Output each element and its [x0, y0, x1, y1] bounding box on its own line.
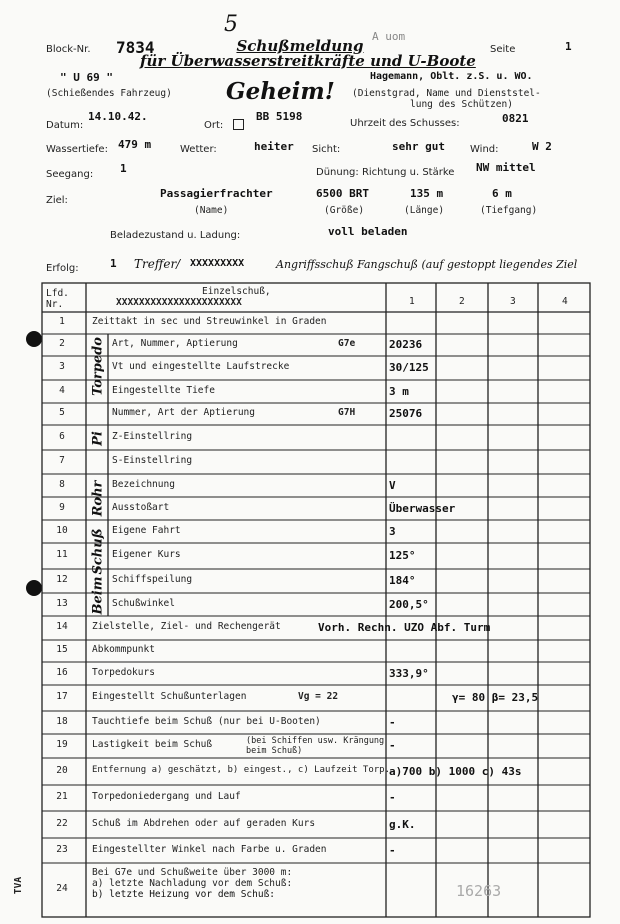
ort-label: Ort:: [204, 120, 224, 131]
row-value-col1: 3 m: [389, 384, 409, 398]
row-label: Eingestellte Tiefe: [112, 384, 215, 396]
row-number: 15: [56, 644, 68, 655]
row-label: Schiffspeilung: [112, 574, 193, 585]
row-number: 4: [59, 384, 65, 396]
row-label: Art, Nummer, Aptierung: [112, 338, 238, 349]
ziel-groesse: 6500 BRT: [316, 187, 369, 200]
row-label: Entfernung a) geschätzt, b) eingest., c) Laufzeit Torp.: [92, 764, 391, 775]
row-number: 6: [59, 430, 65, 442]
row-number: 19: [56, 739, 68, 750]
erfolg-count: 1: [110, 257, 117, 270]
row-label: Eigener Kurs: [112, 549, 181, 560]
datum-value: 14.10.42.: [88, 110, 148, 123]
row-number: 1: [59, 316, 65, 327]
row-number: 23: [56, 843, 68, 855]
row-number: 8: [59, 478, 65, 490]
row-value-col1: -: [389, 715, 396, 729]
uhrzeit-label: Uhrzeit des Schusses:: [350, 118, 460, 129]
col-head-1: 1: [409, 296, 415, 307]
row-number: 7: [59, 455, 65, 466]
block-value: 7834: [116, 38, 155, 57]
wetter-label: Wetter:: [180, 144, 217, 155]
col-head-2: 2: [459, 296, 465, 307]
row-label: Vt und eingestellte Laufstrecke: [112, 361, 290, 372]
row-value-col1: Überwasser: [389, 501, 456, 515]
row-value-col1: 3: [389, 524, 396, 538]
seegang-value: 1: [120, 162, 127, 175]
row-label: Ausstoßart: [112, 501, 170, 513]
seegang-label: Seegang:: [46, 169, 94, 180]
beladen-value: voll beladen: [328, 225, 408, 238]
seite-value: 1: [565, 40, 572, 53]
shooter-value: Hagemann, Oblt. z.S. u. WO.: [370, 71, 533, 82]
row-label: Z-Einstellring: [112, 430, 193, 442]
wassertiefe-label: Wassertiefe:: [46, 144, 108, 155]
group-pi: Pi: [90, 431, 106, 446]
row-extra: a) letzte Nachladung vor dem Schuß:: [92, 878, 293, 889]
row-label: Eigene Fahrt: [112, 524, 181, 536]
sicht-value: sehr gut: [392, 140, 445, 153]
row-value-col1: -: [389, 739, 396, 752]
row-number: 24: [56, 883, 68, 894]
row-extra: Vg = 22: [298, 691, 339, 702]
row-label: Torpedoniedergang und Lauf: [92, 791, 241, 802]
head-einzel-struck: XXXXXXXXXXXXXXXXXXXXXX: [116, 297, 242, 308]
ziel-groesse-caption: (Größe): [324, 205, 365, 216]
row-number: 20: [56, 764, 68, 776]
row-label: Zielstelle, Ziel- und Rechengerät: [92, 621, 281, 632]
sicht-label: Sicht:: [312, 144, 341, 155]
row-value-col1: 125°: [389, 549, 416, 562]
group-torpedo: Torpedo: [90, 337, 106, 396]
top-stamp: A uom: [372, 30, 406, 43]
shooter-caption-1: (Dienstgrad, Name und Dienststel-: [352, 88, 541, 99]
side-code: TVA: [13, 876, 25, 895]
col-head-4: 4: [562, 296, 568, 307]
col-head-3: 3: [510, 296, 516, 307]
erfolg-label: Erfolg:: [46, 263, 79, 274]
row-label: S-Einstellring: [112, 455, 193, 466]
row-value-col1: 333,9°: [389, 666, 429, 680]
row-number: 9: [59, 501, 65, 513]
row-label: Lastigkeit beim Schuß: [92, 739, 213, 750]
shooter-caption-2: lung des Schützen): [410, 99, 513, 110]
row-extra: (bei Schiffen usw. Krängung beim Schuß): [246, 736, 385, 756]
ziel-name-caption: (Name): [194, 205, 229, 216]
wind-label: Wind:: [470, 144, 499, 155]
row-number: 10: [56, 524, 68, 536]
row-number: 16: [56, 666, 68, 678]
erfolg-treffer: Treffer/: [134, 257, 181, 271]
row-value-col1: 20236: [389, 338, 423, 351]
row-label: Zeittakt in sec und Streuwinkel in Graden: [92, 316, 327, 327]
row-number: 11: [56, 549, 68, 560]
row-label: Nummer, Art der Aptierung: [112, 407, 255, 418]
head-einzel: Einzelschuß,: [202, 286, 271, 297]
group-beim: Beim: [90, 576, 106, 615]
bottom-stamp: 16263: [456, 882, 502, 900]
group-schuss: Schuß: [90, 528, 106, 575]
geheim-stamp: Geheim!: [226, 78, 335, 105]
row-value-col1: g.K.: [389, 817, 416, 831]
head-lfd: Lfd. Nr.: [46, 288, 69, 310]
vessel-caption: (Schießendes Fahrzeug): [46, 88, 172, 99]
ziel-name: Passagierfrachter: [160, 187, 273, 200]
row-value-col1: 25076: [389, 407, 423, 420]
seite-label: Seite: [490, 44, 516, 55]
row-label: Bei G7e und Schußweite über 3000 m:: [92, 867, 293, 878]
handwritten-number: 5: [224, 12, 238, 37]
erfolg-rest: Angriffsschuß Fangschuß (auf gestoppt liegendes Ziel: [276, 258, 578, 271]
wetter-value: heiter: [254, 140, 294, 153]
row-value-rest: a)700 b) 1000 c) 43s: [389, 764, 522, 778]
ort-value: BB 5198: [256, 110, 303, 123]
ziel-laenge: 135 m: [410, 187, 444, 200]
row-label: Schußwinkel: [112, 597, 175, 609]
uhrzeit-value: 0821: [502, 112, 529, 125]
ziel-tiefgang: 6 m: [492, 187, 512, 200]
row-extra: G7H: [338, 407, 356, 418]
row-number: 14: [56, 621, 68, 632]
row-number: 22: [56, 817, 68, 829]
duenung-label: Dünung: Richtung u. Stärke: [316, 167, 455, 178]
form-title: Schußmeldung: [236, 37, 364, 55]
row-number: 12: [56, 574, 68, 585]
row-value-rest: Vorh. Rechn. UZO Abf. Turm: [318, 621, 491, 634]
row-value-col1: -: [389, 791, 396, 804]
datum-label: Datum:: [46, 120, 84, 131]
row-value-rest: γ= 80 β= 23,5: [452, 691, 539, 704]
beladen-label: Beladezustand u. Ladung:: [110, 230, 241, 241]
row-number: 21: [56, 791, 68, 802]
form-subtitle: für Überwasserstreitkräfte und U-Boote: [140, 52, 476, 70]
row-label: Bezeichnung: [112, 478, 175, 490]
row-number: 3: [59, 361, 65, 372]
row-value-col1: V: [389, 478, 396, 492]
row-label: Eingestellter Winkel nach Farbe u. Graden: [92, 843, 327, 855]
wassertiefe-value: 479 m: [118, 138, 152, 151]
row-number: 2: [59, 338, 65, 349]
row-label: Abkommpunkt: [92, 644, 155, 655]
ziel-label: Ziel:: [46, 195, 68, 206]
row-label: Tauchtiefe beim Schuß (nur bei U-Booten): [92, 715, 321, 727]
duenung-value: NW mittel: [476, 161, 536, 174]
row-number: 5: [59, 407, 65, 418]
row-number: 13: [56, 597, 68, 609]
ziel-laenge-caption: (Länge): [404, 205, 445, 216]
row-label: Torpedokurs: [92, 666, 155, 678]
group-rohr: Rohr: [90, 480, 106, 517]
row-number: 18: [56, 715, 68, 727]
vessel-value: " U 69 ": [60, 71, 113, 84]
row-value-rest: b) letzte Heizung vor dem Schuß:: [92, 889, 276, 900]
ziel-tiefgang-caption: (Tiefgang): [480, 205, 538, 216]
row-number: 17: [56, 691, 68, 702]
erfolg-struck: XXXXXXXXX: [190, 258, 245, 269]
row-label: Schuß im Abdrehen oder auf geraden Kurs: [92, 817, 316, 829]
row-value-col1: 200,5°: [389, 597, 429, 611]
row-extra: G7e: [338, 338, 356, 349]
row-label: Eingestellt Schußunterlagen: [92, 691, 247, 702]
block-label: Block-Nr.: [46, 44, 91, 55]
row-value-col1: 30/125: [389, 361, 429, 374]
wind-value: W 2: [532, 140, 552, 153]
row-value-col1: 184°: [389, 574, 416, 587]
row-value-col1: -: [389, 843, 396, 857]
